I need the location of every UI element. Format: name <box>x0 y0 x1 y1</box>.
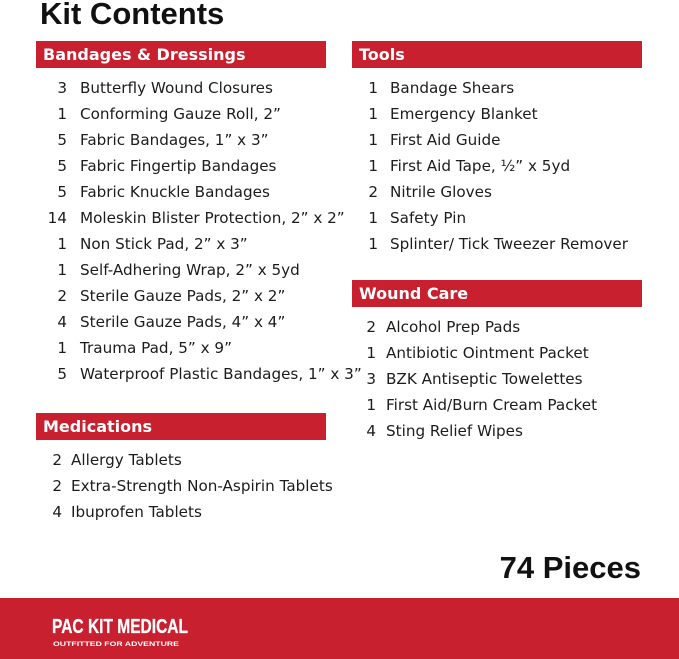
list-item <box>352 179 642 205</box>
item-name: Fabric Bandages, 1” x 3” <box>80 131 269 149</box>
item-name: Nitrile Gloves <box>390 183 492 201</box>
item-quantity: 2 <box>52 451 62 469</box>
section-heading: Bandages & Dressings <box>36 41 326 68</box>
section-tools <box>352 41 642 257</box>
item-quantity: 1 <box>57 261 67 279</box>
list-item <box>36 153 326 179</box>
item-name: Ibuprofen Tablets <box>71 503 202 521</box>
section-bandages <box>36 41 362 387</box>
item-quantity: 1 <box>366 396 376 414</box>
item-quantity: 1 <box>368 79 378 97</box>
item-name: Bandage Shears <box>390 79 515 97</box>
section-wound-care <box>352 280 642 444</box>
item-name: Emergency Blanket <box>390 105 538 123</box>
list-item <box>36 205 345 231</box>
item-quantity: 1 <box>57 235 67 253</box>
list-item <box>352 392 642 418</box>
item-quantity: 1 <box>368 131 378 149</box>
list-item <box>352 153 642 179</box>
item-name: First Aid Guide <box>390 131 501 149</box>
section-heading: Medications <box>36 413 326 440</box>
list-item <box>36 179 326 205</box>
item-name: Alcohol Prep Pads <box>386 318 521 336</box>
item-name: Waterproof Plastic Bandages, 1” x 3” <box>80 365 362 383</box>
list-item <box>36 231 326 257</box>
list-item <box>36 335 326 361</box>
list-item <box>352 314 642 340</box>
item-list <box>36 447 333 525</box>
list-item <box>352 366 642 392</box>
brand-logo <box>50 606 192 650</box>
item-name: Moleskin Blister Protection, 2” x 2” <box>80 209 345 227</box>
item-quantity: 3 <box>366 370 376 388</box>
item-name: Conforming Gauze Roll, 2” <box>80 105 281 123</box>
item-name: Self-Adhering Wrap, 2” x 5yd <box>80 261 300 279</box>
item-name: Safety Pin <box>390 209 467 227</box>
list-item <box>352 75 642 101</box>
list-item <box>36 101 326 127</box>
list-item <box>36 361 362 387</box>
list-item <box>36 127 326 153</box>
item-quantity: 2 <box>366 318 376 336</box>
list-item <box>352 340 642 366</box>
item-name: Trauma Pad, 5” x 9” <box>80 339 232 357</box>
item-name: First Aid Tape, ½” x 5yd <box>390 157 571 175</box>
item-quantity: 14 <box>47 209 67 227</box>
list-item <box>36 499 326 525</box>
item-quantity: 5 <box>57 131 67 149</box>
item-list <box>352 314 642 444</box>
section-medications <box>36 413 333 525</box>
item-list <box>352 75 642 257</box>
item-quantity: 1 <box>368 209 378 227</box>
item-quantity: 1 <box>368 105 378 123</box>
list-item <box>36 257 326 283</box>
list-item <box>352 101 642 127</box>
item-name: Antibiotic Ointment Packet <box>386 344 589 362</box>
item-name: Sterile Gauze Pads, 4” x 4” <box>80 313 286 331</box>
section-heading: Tools <box>352 41 642 68</box>
brand-tagline: OUTFITTED FOR ADVENTURE <box>53 641 180 648</box>
item-quantity: 4 <box>57 313 67 331</box>
item-name: Allergy Tablets <box>71 451 182 469</box>
list-item <box>36 309 326 335</box>
item-name: Splinter/ Tick Tweezer Remover <box>390 235 628 253</box>
item-quantity: 2 <box>368 183 378 201</box>
item-list <box>36 75 362 387</box>
item-name: Fabric Fingertip Bandages <box>80 157 277 175</box>
list-item <box>36 75 326 101</box>
list-item <box>352 418 642 444</box>
item-quantity: 1 <box>368 157 378 175</box>
item-quantity: 4 <box>366 422 376 440</box>
item-name: First Aid/Burn Cream Packet <box>386 396 598 414</box>
item-quantity: 2 <box>57 287 67 305</box>
item-quantity: 1 <box>368 235 378 253</box>
item-quantity: 4 <box>52 503 62 521</box>
item-quantity: 2 <box>52 477 62 495</box>
item-name: Sting Relief Wipes <box>386 422 523 440</box>
footer-bar <box>0 598 679 659</box>
item-quantity: 1 <box>57 339 67 357</box>
item-quantity: 1 <box>57 105 67 123</box>
item-name: BZK Antiseptic Towelettes <box>386 370 583 388</box>
item-quantity: 3 <box>57 79 67 97</box>
total-pieces: 74 Pieces <box>499 550 641 585</box>
item-quantity: 5 <box>57 183 67 201</box>
item-name: Extra-Strength Non-Aspirin Tablets <box>71 477 333 495</box>
list-item <box>352 205 642 231</box>
list-item <box>36 447 326 473</box>
item-name: Butterfly Wound Closures <box>80 79 273 97</box>
list-item <box>36 473 333 499</box>
page-title: Kit Contents <box>40 0 225 31</box>
item-quantity: 5 <box>57 157 67 175</box>
list-item <box>36 283 326 309</box>
item-name: Fabric Knuckle Bandages <box>80 183 270 201</box>
section-heading: Wound Care <box>352 280 642 307</box>
list-item <box>352 231 642 257</box>
brand-name: PAC KIT MEDICAL <box>52 616 188 638</box>
item-name: Non Stick Pad, 2” x 3” <box>80 235 248 253</box>
item-name: Sterile Gauze Pads, 2” x 2” <box>80 287 286 305</box>
item-quantity: 5 <box>57 365 67 383</box>
item-quantity: 1 <box>366 344 376 362</box>
list-item <box>352 127 642 153</box>
